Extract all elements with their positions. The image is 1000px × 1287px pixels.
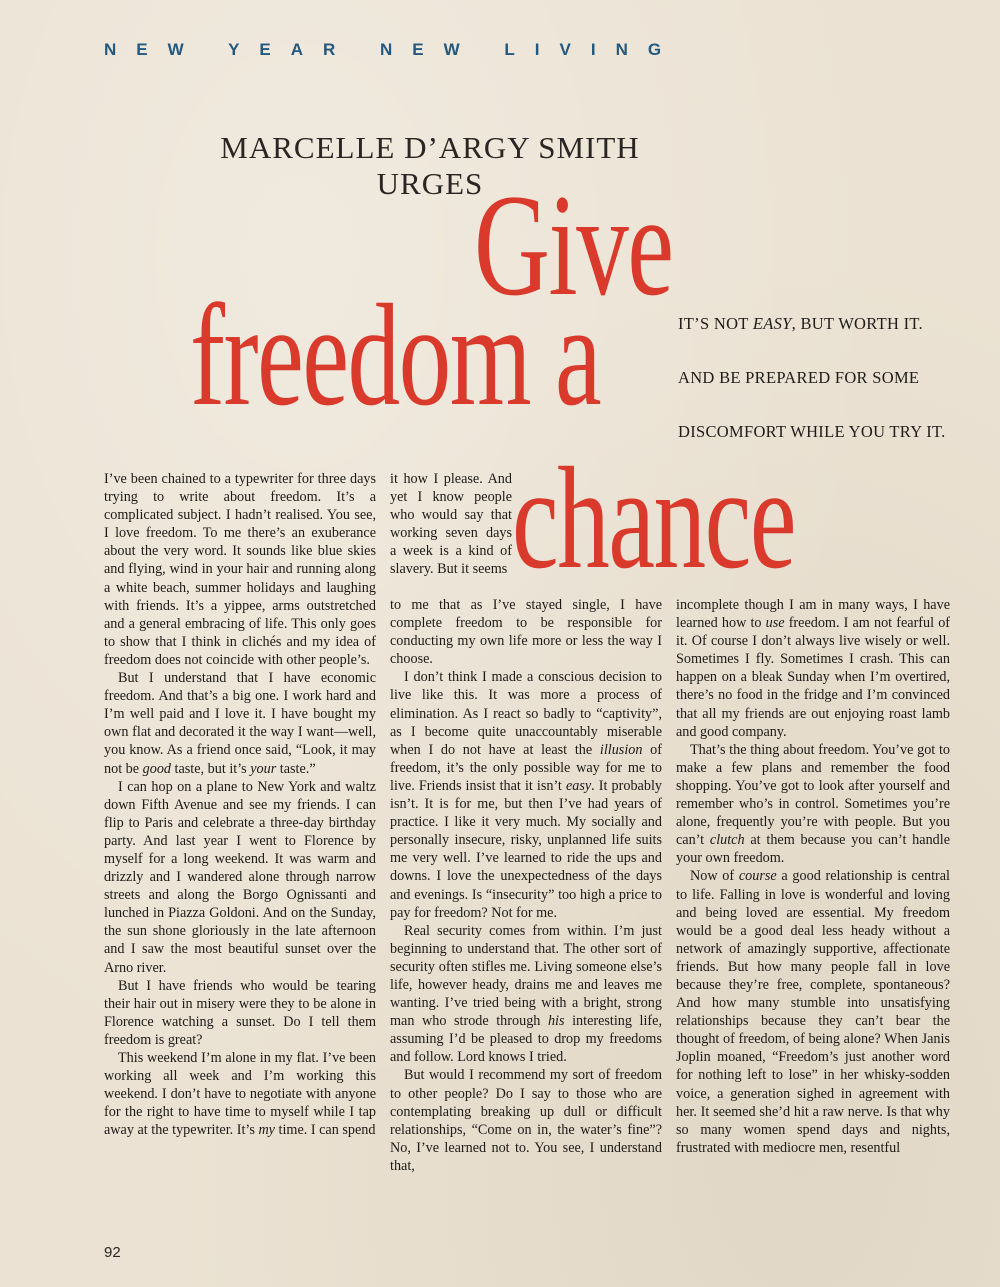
page-number: 92 [104, 1244, 121, 1261]
paragraph: incomplete though I am in many ways, I have learned how to use freedom. I am not fearful of it. Of course I don’t always live wisely or well. Sometimes I fly. Sometimes I crash. This can happen on a bleak Sunday when I’m overtired, there’s no food in the fridge and I’m convinced that all my friends are out enjoying roast lamb and good company. [676, 597, 951, 740]
paragraph: Real security comes from within. I’m just beginning to understand that. The other sort of security often stifles me. Living someone else’s life, however heady, drains me and leaves me wanting. I’ve tried being with a bright, strong man who strode through his interesting life, assuming I’d be pleased to drop my freedoms and follow. Lord knows I tried. [390, 922, 662, 1066]
paragraph: But I understand that I have economic freedom. And that’s a big one. I work hard and I’m well paid and I love it. I have bought my own flat and decorated it the way I want—well, you know. As a friend once said, “Look, it may not be good taste, but it’s your taste.” [104, 670, 376, 777]
standfirst [678, 311, 978, 473]
body-column-2 [390, 596, 662, 1175]
headline-word-freedom: freedom a [190, 274, 601, 436]
paragraph: I’ve been chained to a typewriter for three days trying to write about freedom. It’s a complicated subject. I hadn’t realised. You see, I love freedom. To me there’s an exuberance about the very word. It sounds like blue skies and flying, wind in your hair and running along a white beach, summer holidays and laughing with friends. It’s a yippee, arms outstretched and a general embracing of life. This only goes to show that I think in clichés and my idea of freedom does not coincide with other people’s. [104, 471, 376, 668]
headline-word-give: Give [474, 164, 673, 326]
paragraph: it how I please. And yet I know people who would say that working seven days a week is a kind of slavery. But it seems [390, 471, 512, 578]
standfirst-line-2: AND BE PREPARED FOR SOME [678, 368, 920, 387]
paragraph: But I have friends who would be tearing their hair out in misery were they to be alone in Florence watching a sunset. Do I tell them freedom is great? [104, 977, 376, 1048]
body-column-1 [104, 470, 376, 1139]
standfirst-line-3: DISCOMFORT WHILE YOU TRY IT. [678, 422, 946, 441]
paragraph: to me that as I’ve stayed single, I have complete freedom to be responsible for conducting my own life more or less the way I choose. [390, 597, 662, 668]
paragraph: I don’t think I made a conscious decision to live like this. It was more a process of elimination. As I react so badly to “captivity”, as I become quite unaccountably miserable when I do not have at least the illusion of freedom, it’s the only possible way for me to live. Friends insist that it isn’t easy. It probably isn’t. It is for me, but then I’ve had years of practice. I like it very much. My socially and personally insecure, risky, unplanned life suits me very well. I’ve learned to ride the ups and downs. I love the unexpectedness of the days and evenings. Is “insecurity” too high a price to pay for freedom? Not for me. [390, 669, 662, 921]
byline-author: MARCELLE D’ARGY SMITH [220, 130, 640, 165]
paragraph: But would I recommend my sort of freedom to other people? Do I say to those who are contemplating breaking up dull or difficult relationships, “Come on in, the water’s fine”? No, I’ve learned not to. You see, I understand that, [390, 1067, 662, 1174]
headline-word-chance: chance [512, 437, 796, 599]
standfirst-line-1: IT’S NOT EASY, BUT WORTH IT. [678, 314, 923, 333]
body-column-2-top [390, 470, 512, 579]
section-label: NEW YEAR NEW LIVING [104, 40, 682, 59]
body-column-3 [676, 596, 950, 1157]
byline-verb: URGES [376, 166, 484, 201]
paragraph: This weekend I’m alone in my flat. I’ve been working all week and I’m working this weekend. I don’t have to negotiate with anyone for the right to have time to myself while I tap away at the typewriter. It’s my time. I can spend [104, 1050, 376, 1139]
paragraph: I can hop on a plane to New York and waltz down Fifth Avenue and see my friends. I can flip to Paris and celebrate a three-day birthday party. And last year I went to Florence by myself for a long weekend. It was warm and drizzly and I wandered alone through narrow streets and along the Borgo Ognissanti and lunched in Piazza Goldoni. And on the Sunday, the sun shone gloriously in the late afternoon and I saw the most beautiful sunset over the Arno river. [104, 778, 376, 976]
paragraph: That’s the thing about freedom. You’ve got to make a few plans and remember the food shopping. You’ve got to look after yourself and remember who’s in control. Sometimes you’re alone, frequently you’re with people. But you can’t clutch at them because you can’t handle your own freedom. [676, 741, 950, 867]
paragraph: Now of course a good relationship is central to life. Falling in love is wonderful and loving and being loved are essential. My freedom would be a good deal less heady without a network of amazingly supportive, affectionate friends. But how many people fall in love because they’re free, complete, spontaneous? And how many stumble into unsatisfying relationships because they can’t bear the thought of freedom, of being alone? When Janis Joplin moaned, “Freedom’s just another word for nothing left to lose” in her whisky-sodden voice, a generation sighed in agreement with her. It seemed she’d hit a raw nerve. Is that why so many women spend days and nights, frustrated with mediocre men, resentful [676, 868, 951, 1156]
